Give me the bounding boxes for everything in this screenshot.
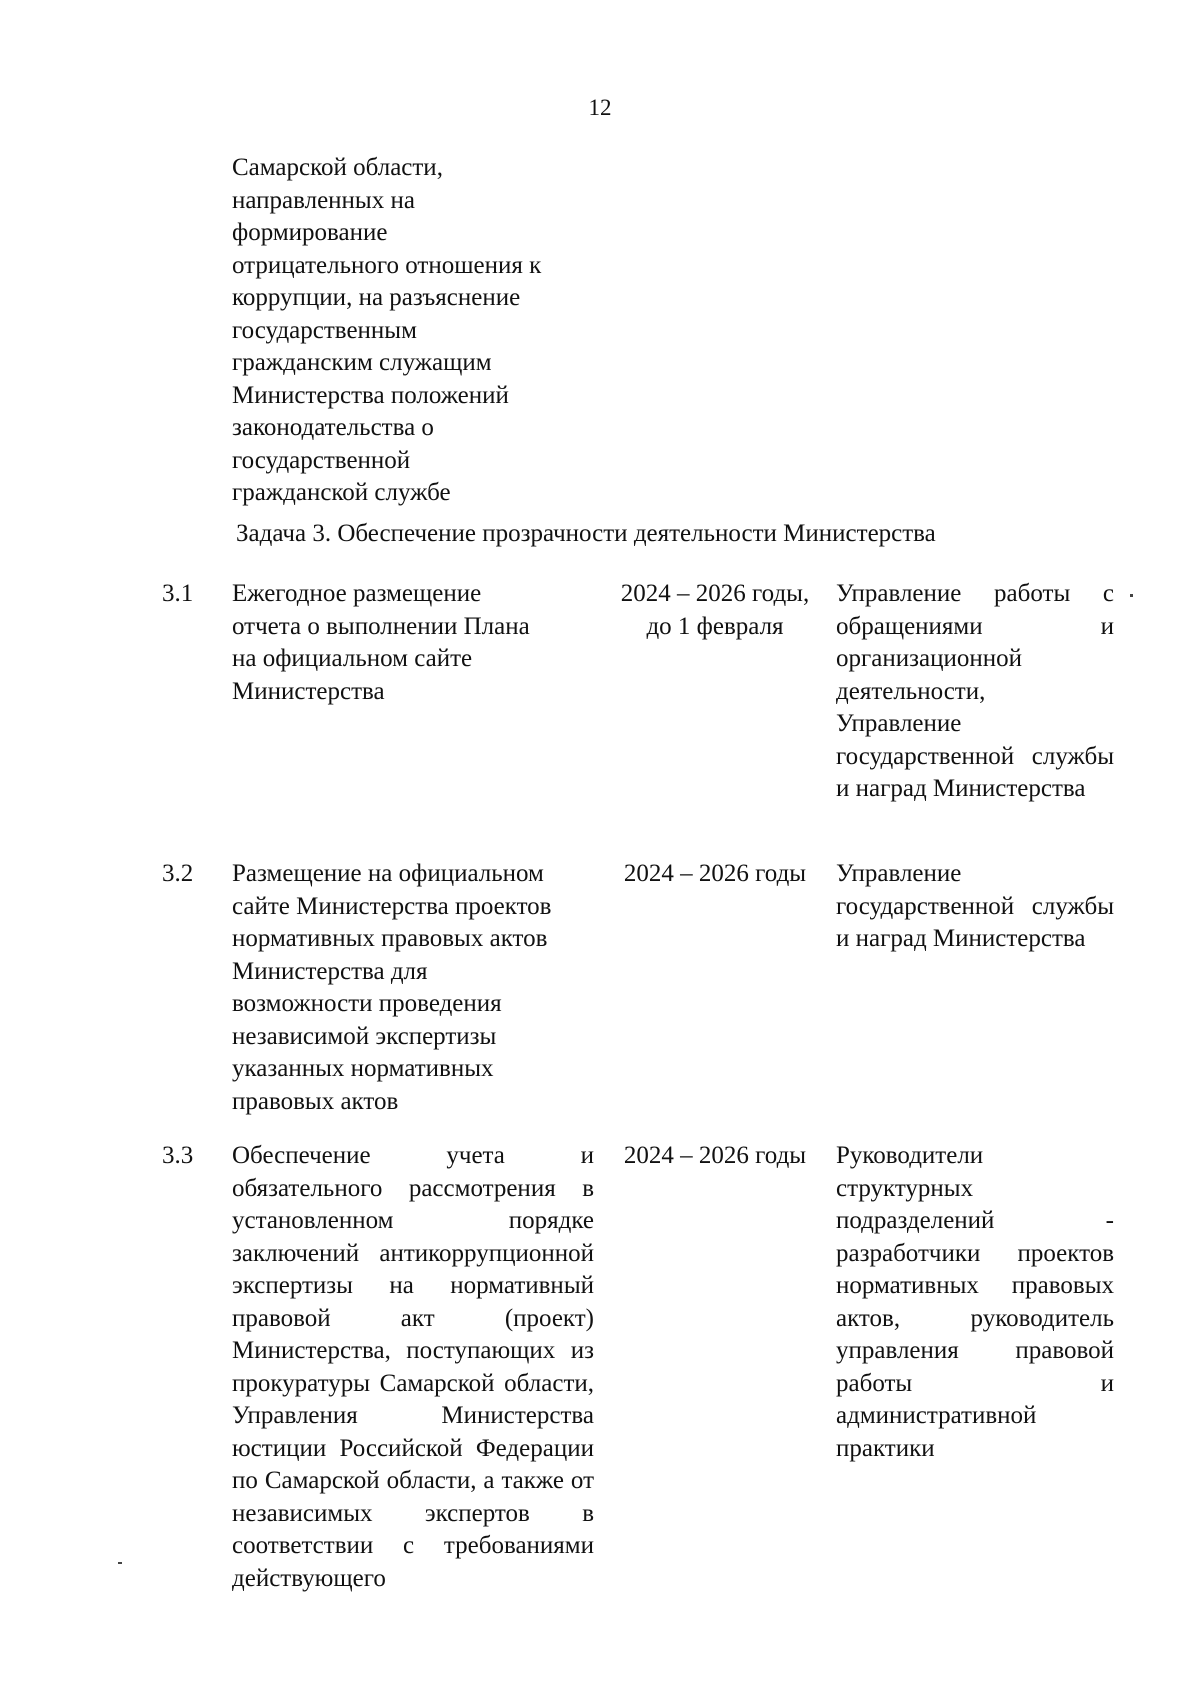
row-description: Размещение на официальном сайте Министерства проектов нормативных правовых актов Министерства для возможности проведения независимой экспертизы указанных нормативных правовых актов (232, 860, 552, 1115)
row-term: 2024 – 2026 годы (623, 860, 807, 887)
row-term: 2024 – 2026 годы, до 1 февраля (620, 580, 810, 640)
scan-speck (1130, 594, 1133, 597)
row-description: Обеспечение учета и обязательного рассмотрения в установленном порядке заключений антикоррупционной экспертизы на нормативный правовой акт (проект) Министерства, поступающих из прокуратуры Самарской области, Управления Министерства юстиции Российской Федерации по Самарской области, а также от независимых экспертов в соответствии с требованиями действующего (232, 1142, 594, 1592)
row-number: 3.2 (162, 860, 194, 887)
row-responsible: Управление работы с обращениями и организационной деятельности, Управление государственной службы и наград Министерства (836, 580, 1114, 802)
row-responsible: Управление государственной службы и наград Министерства (836, 860, 1114, 952)
row-number: 3.3 (162, 1142, 194, 1169)
continued-item-text: Самарской области, направленных на формирование отрицательного отношения к коррупции, на разъяснение государственным гражданским служащим Министерства положений законодательства о государственной гражданской службе (232, 154, 542, 506)
row-number: 3.1 (162, 580, 194, 607)
row-term: 2024 – 2026 годы (623, 1142, 807, 1169)
page-number: 12 (588, 95, 612, 120)
task-heading: Задача 3. Обеспечение прозрачности деятельности Министерства (236, 520, 936, 547)
row-description: Ежегодное размещение отчета о выполнении Плана на официальном сайте Министерства (232, 580, 530, 705)
scan-speck (118, 1562, 122, 1564)
row-responsible: Руководители структурных подразделений - разработчики проектов нормативных правовых актов, руководитель управления правовой работы и административной практики (836, 1142, 1114, 1462)
